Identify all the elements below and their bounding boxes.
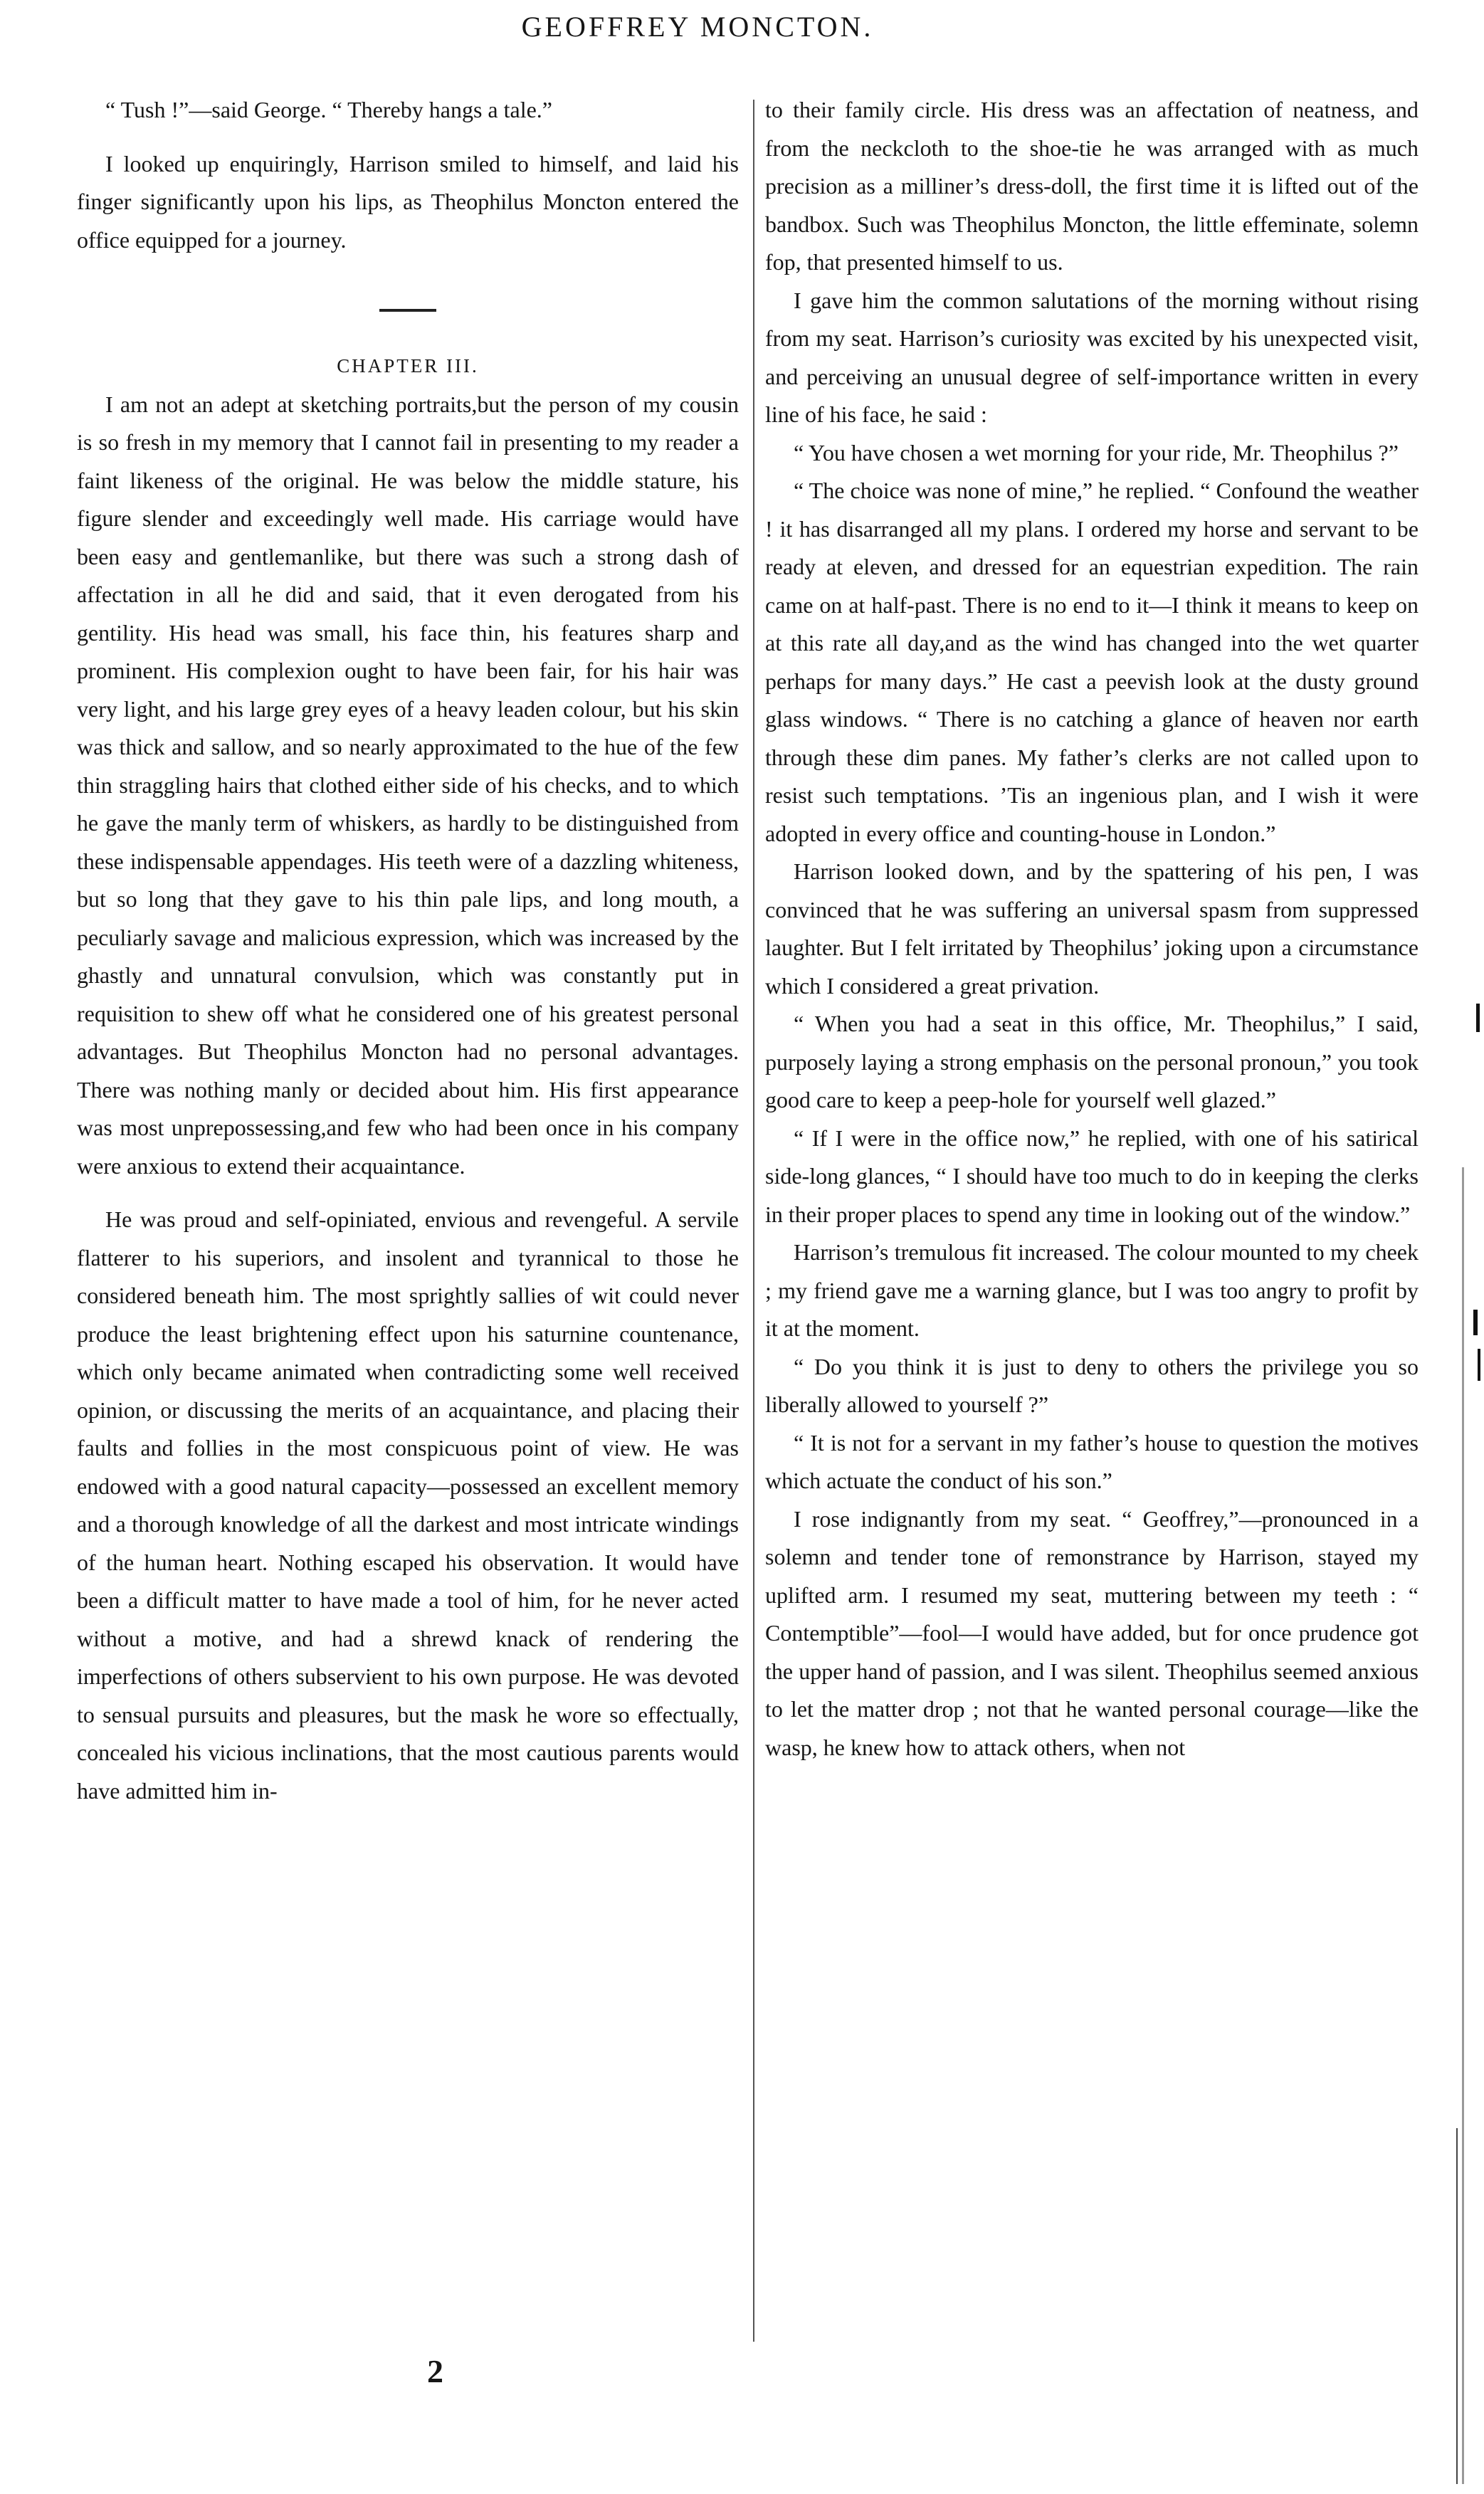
- left-paragraph-4: He was proud and self-opiniated, envious and revengeful. A servile flatterer to his superiors, and insolent and tyrannical to those he considered beneath him. The most sprightly sallies of wit could never produce the least brightening effect upon his saturnine countenance, which only became animated when contradicting some well received opinion, or discussing the merits of an acquaintance, and placing their faults and follies in the most conspicuous point of view. He was endowed with a good natural capacity—possessed an excellent memory and a thorough knowledge of all the darkest and most intricate windings of the human heart. Nothing escaped his observation. It would have been a difficult matter to have made a tool of him, for he never acted without a motive, and had a shrewd knack of rendering the imperfections of others subservient to his own purpose. He was devoted to sensual pursuits and pleasures, but the mask he wore so effectually, concealed his vicious inclinations, that the most cautious parents would have admitted him in-: [77, 1206, 739, 1804]
- right-paragraph-9: “ Do you think it is just to deny to others the privilege you so liberally allowed to yourself ?”: [765, 1353, 1419, 1417]
- right-paragraph-6: “ When you had a seat in this office, Mr. Theophilus,” I said, purposely laying a strong emphasis on the personal pronoun,” you took good care to keep a peep-hole for yourself well glazed.”: [765, 1011, 1419, 1112]
- column-rule: [753, 100, 754, 2342]
- right-column: [765, 91, 1419, 1767]
- chapter-heading: CHAPTER III.: [337, 355, 479, 377]
- running-header: GEOFFREY MONCTON.: [521, 11, 874, 43]
- right-paragraph-2: I gave him the common salutations of the morning without rising from my seat. Harrison’s curiosity was excited by his unexpected visit, and perceiving an unusual degree of self-importance written in every line of his face, he said :: [765, 287, 1419, 427]
- section-divider: [379, 309, 436, 312]
- right-paragraph-4: “ The choice was none of mine,” he replied. “ Confound the weather ! it has disarranged all my plans. I ordered my horse and servant to be ready at eleven, and dressed for an equestrian expedition. The rain came on at half-past. There is no end to it—I think it means to keep on at this rate all day,and as the wind has changed into the wet quarter perhaps for many days.” He cast a peevish look at the dusty ground glass windows. “ There is no catching a glance of heaven nor earth through these dim panes. My father’s clerks are not called upon to resist such temptations. ’Tis an ingenious plan, and I wish it were adopted in every office and counting-house in London.”: [765, 478, 1419, 846]
- page-edge-mark: [1476, 1004, 1480, 1032]
- right-paragraph-7: “ If I were in the office now,” he replied, with one of his satirical side-long glances, “ I should have too much to do in keeping the clerks in their proper places to spend any time in looking out of the window.”: [765, 1125, 1419, 1227]
- right-paragraph-10: “ It is not for a servant in my father’s house to question the motives which actuate the conduct of his son.”: [765, 1429, 1419, 1493]
- left-paragraph-2: I looked up enquiringly, Harrison smiled to himself, and laid his finger significantly upon his lips, as Theophilus Moncton entered the office equipped for a journey.: [77, 150, 739, 253]
- right-paragraph-5: Harrison looked down, and by the spattering of his pen, I was convinced that he was suffering an universal spasm from suppressed laughter. But I felt irritated by Theophilus’ joking upon a circumstance which I considered a great privation.: [765, 858, 1419, 999]
- page-edge-mark: [1473, 1310, 1478, 1335]
- left-paragraph-3: I am not an adept at sketching portraits,but the person of my cousin is so fresh in my memory that I cannot fail in presenting to my reader a faint likeness of the original. He was below the middle stature, his figure slender and exceedingly well made. His carriage would have been easy and gentlemanlike, but there was such a strong dash of affectation in all he did and said, that it even derogated from his gentility. His head was small, his face thin, his features sharp and prominent. His complexion ought to have been fair, for his hair was very light, and his large grey eyes of a heavy leaden colour, but his skin was thick and sallow, and so nearly approximated to the hue of the few thin straggling hairs that clothed either side of his checks, and to which he gave the manly term of whiskers, as hardly to be distinguished from these indispensable appendages. His teeth were of a dazzling whiteness, but so long that they gave to his thin pale lips, and long mouth, a peculiarly savage and malicious expression, which was increased by the ghastly and unnatural convulsion, which was constantly put in requisition to shew off what he considered one of his greatest personal advantages. But Theophilus Moncton had no personal advantages. There was nothing manly or decided about him. His first appearance was most unprepossessing,and few who had been once in his company were anxious to extend their acquaintance.: [77, 391, 739, 1179]
- page-edge-mark: [1462, 1167, 1464, 2484]
- page-edge-mark: [1478, 1349, 1480, 1381]
- right-paragraph-8: Harrison’s tremulous fit increased. The colour mounted to my cheek ; my friend gave me a warning glance, but I was too angry to profit by it at the moment.: [765, 1239, 1419, 1341]
- right-paragraph-1: to their family circle. His dress was an affectation of neatness, and from the neckcloth to the shoe-tie he was arranged with as much precision as a milliner’s dress-doll, the first time it is lifted out of the bandbox. Such was Theophilus Moncton, the little effeminate, solemn fop, that presented himself to us.: [765, 97, 1419, 275]
- left-column: [77, 91, 739, 1810]
- page-number: 2: [427, 2353, 443, 2389]
- right-paragraph-3: “ You have chosen a wet morning for your ride, Mr. Theophilus ?”: [794, 439, 1399, 465]
- right-paragraph-11: I rose indignantly from my seat. “ Geoffrey,”—pronounced in a solemn and tender tone of remonstrance by Harrison, stayed my uplifted arm. I resumed my seat, muttering between my teeth : “ Contemptible”—fool—I would have added, but for once prudence got the upper hand of passion, and I was silent. Theophilus seemed anxious to let the matter drop ; not that he wanted personal courage—like the wasp, he knew how to attack others, when not: [765, 1505, 1419, 1760]
- page-edge-mark: [1456, 2128, 1458, 2484]
- left-paragraph-1: “ Tush !”—said George. “ Thereby hangs a tale.”: [105, 97, 552, 122]
